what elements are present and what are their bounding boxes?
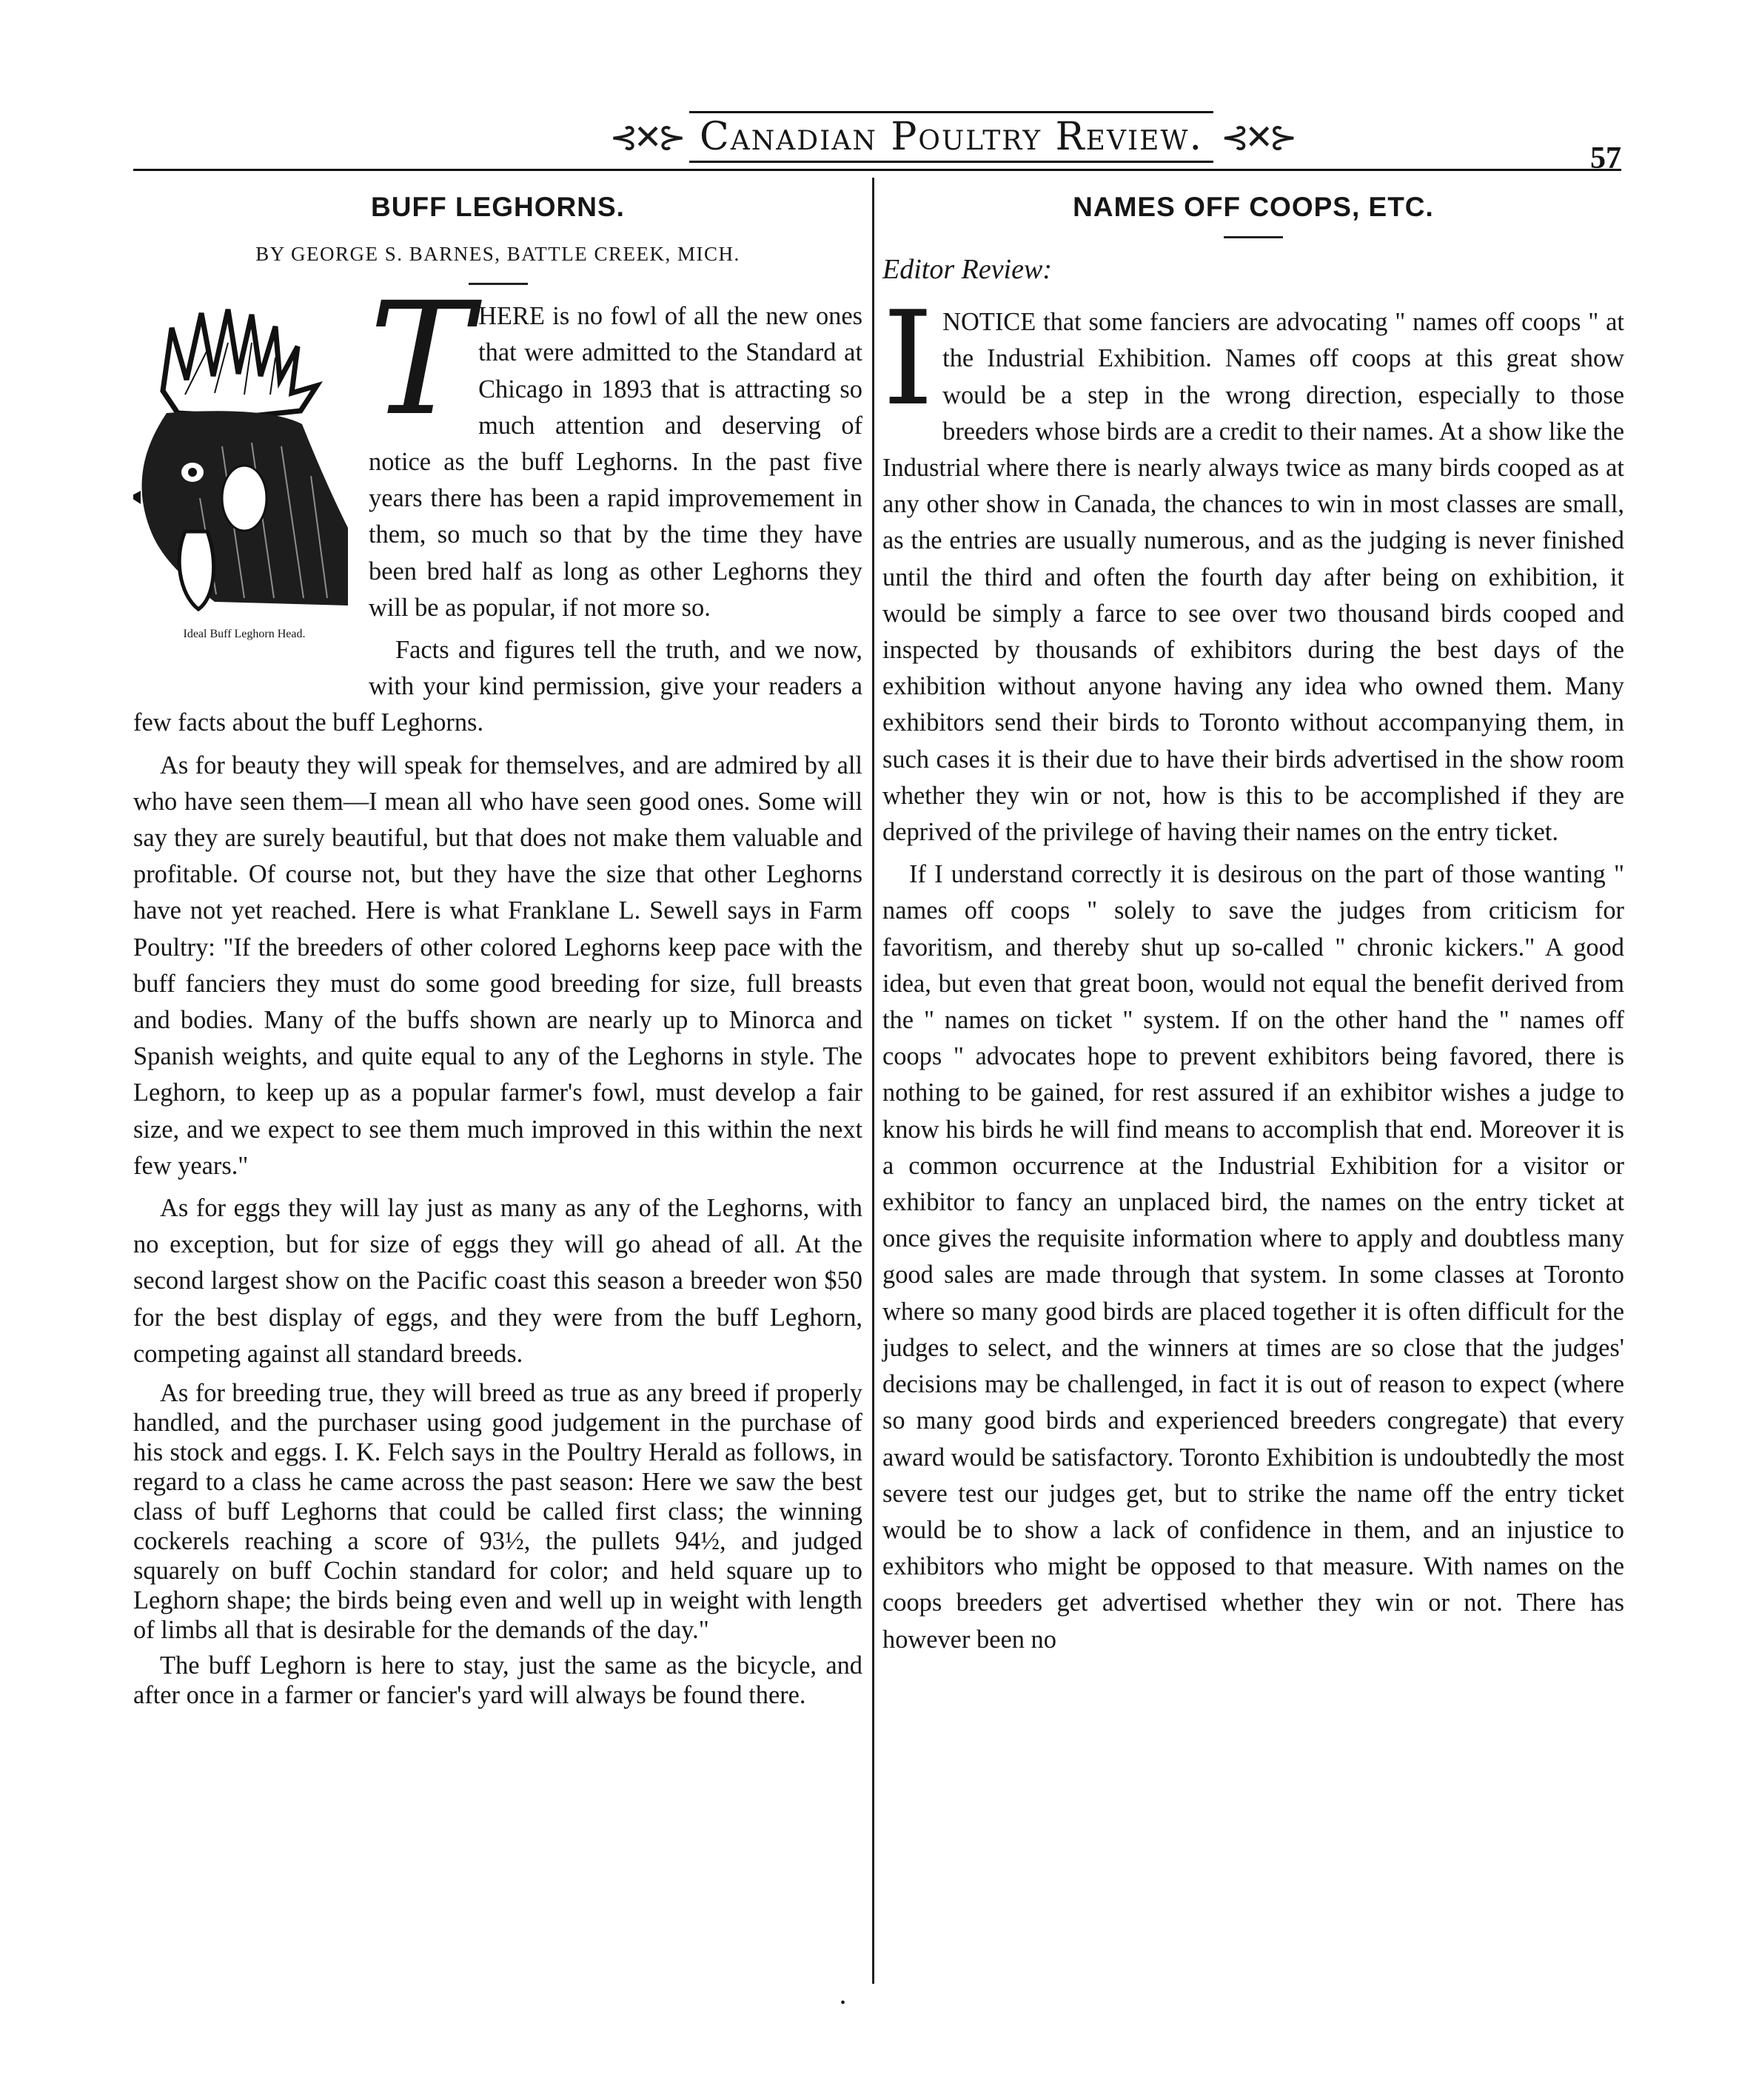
paragraph: As for breeding true, they will breed as true as any breed if properly handled, and the purchaser using good judgement in the purchase of his stock and eggs. I. K. Felch says in the Poultry Herald as follows, in regard to a class he came across the past season: Here we saw the best class of buff Leghorns that could be called first class; the winning cockerels reaching a score of 93½, the pullets 94½, and judged squarely on buff Cochin standard for color; and held square up to Leghorn shape; the birds being even and well up in weight with length of limbs all that is desirable for the demands of the day." [133,1379,862,1645]
paragraph: Facts and figures tell the truth, and we now, with your kind permission, give your readers a few facts about the buff Leghorns. [133,636,862,737]
paragraph: The buff Leghorn is here to stay, just the same as the bicycle, and after once in a farmer or fancier's yard will always be found there. [133,1651,862,1710]
paragraph: HERE is no fowl of all the new ones that were admitted to the Standard at Chicago in 1893 that is attracting so much attention and deserving of notice as the buff Leghorns. In the past five years there has been a rapid improvemement in them, so much so that by the time they have been bred half as long as other Leghorns they will be as popular, if not more so. [369,302,862,622]
title-dash [469,283,528,285]
article-byline: BY GEORGE S. BARNES, BATTLE CREEK, MICH. [255,243,740,265]
header-rule [133,169,1621,171]
page-header [133,104,1621,178]
masthead-ornament-left: ⊰✕⊱ [609,117,682,157]
paragraph: If I understand correctly it is desirous on the part of those wanting " names off coops " solely to save the judges from criticism for favoritism, and thereby shut up so-called " chronic kickers." A good idea, but even that great boon, would not equal the benefit derived from the " names on ticket " system. If on the other hand the " names off coops " advocates hope to prevent exhibitors being favored, there is nothing to be gained, for rest assured if an exhibitor wishes a judge to know his birds he will find means to accomplish that end. Moreover it is a common occurrence at the Industrial Exhibition for a visitor or exhibitor to fancy an unplaced bird, the names on the entry ticket at once gives the requisite information where to apply and doubtless many good sales are made through that system. In some classes at Toronto where so many good birds are placed together it is often difficult for the judges to select, and the winners at times are so close that the judges' decisions may be challenged, in fact it is out of reason to expect (where so many good birds and experienced breeders congregate) that every award would be satisfactory. Toronto Exhibition is undoubtedly the most severe test our judges get, but to strike the name off the entry ticket would be to show a lack of confidence in them, and an injustice to exhibitors who might be opposed to that measure. With names on the coops breeders get advertised whether they win or not. There has however been no [882,860,1624,1654]
article-title-buff-leghorns: BUFF LEGHORNS. [371,192,625,222]
masthead-ornament-right: ⊰✕⊱ [1220,117,1293,157]
page-number: 57 [1590,141,1621,175]
salutation: Editor Review: [882,254,1052,285]
bottom-mark: • [840,1995,846,2011]
illustration-caption: Ideal Buff Leghorn Head. [183,628,306,641]
masthead-title: Canadian Poultry Review. [689,111,1213,163]
left-column [133,189,862,1716]
rooster-illustration [133,306,355,665]
article-title-names-off-coops: NAMES OFF COOPS, ETC. [1073,192,1434,222]
title-dash [1224,236,1283,238]
dropcap-i: I [882,284,934,435]
dropcap-t: T [369,269,473,451]
column-divider [872,178,874,1984]
paragraph: As for beauty they will speak for themselves, and are admired by all who have seen them—I mean all who have seen good ones. Some will say they are surely beautiful, but that does not make them valuable and profitable. Of course not, but they have the size that other Leghorns have not yet reached. Here is what Franklane L. Sewell says in Farm Poultry: "If the breeders of other colored Leghorns keep pace with the buff fanciers they must do some good breeding for size, full breasts and bodies. Many of the buffs shown are nearly up to Minorca and Spanish weights, and quite equal to any of the Leghorns in style. The Leghorn, to keep up as a popular farmer's fowl, must develop a fair size, and we expect to see them much improved in this within the next few years." [133,751,862,1180]
rooster-head-engraving [133,306,348,624]
right-column [882,189,1624,1664]
paragraph: NOTICE that some fanciers are advocating " names off coops " at the Industrial Exhibition. Names off coops at this great show would be a step in the wrong direction, especially to those breeders whose birds are a credit to their names. At a show like the Industrial where there is nearly always twice as many birds cooped as at any other show in Canada, the chances to win in most classes are small, as the entries are usually numerous, and as the judging is never finished until the third and often the fourth day after being on exhibition, it would be simply a farce to see over two thousand birds cooped and inspected by thousands of exhibitors during the best days of the exhibition without anyone having any idea who owned them. Many exhibitors send their birds to Toronto without accompanying them, in such cases it is their due to have their birds advertised in the show room whether they win or not, how is this to be accomplished if they are deprived of the privilege of having their names on the entry ticket. [882,308,1624,847]
masthead [600,104,1303,170]
paragraph: As for eggs they will lay just as many as any of the Leghorns, with no exception, but for size of eggs they will go ahead of all. At the second largest show on the Pacific coast this season a breeder won $50 for the best display of eggs, and they were from the buff Leghorn, competing against all standard breeds. [133,1194,862,1368]
